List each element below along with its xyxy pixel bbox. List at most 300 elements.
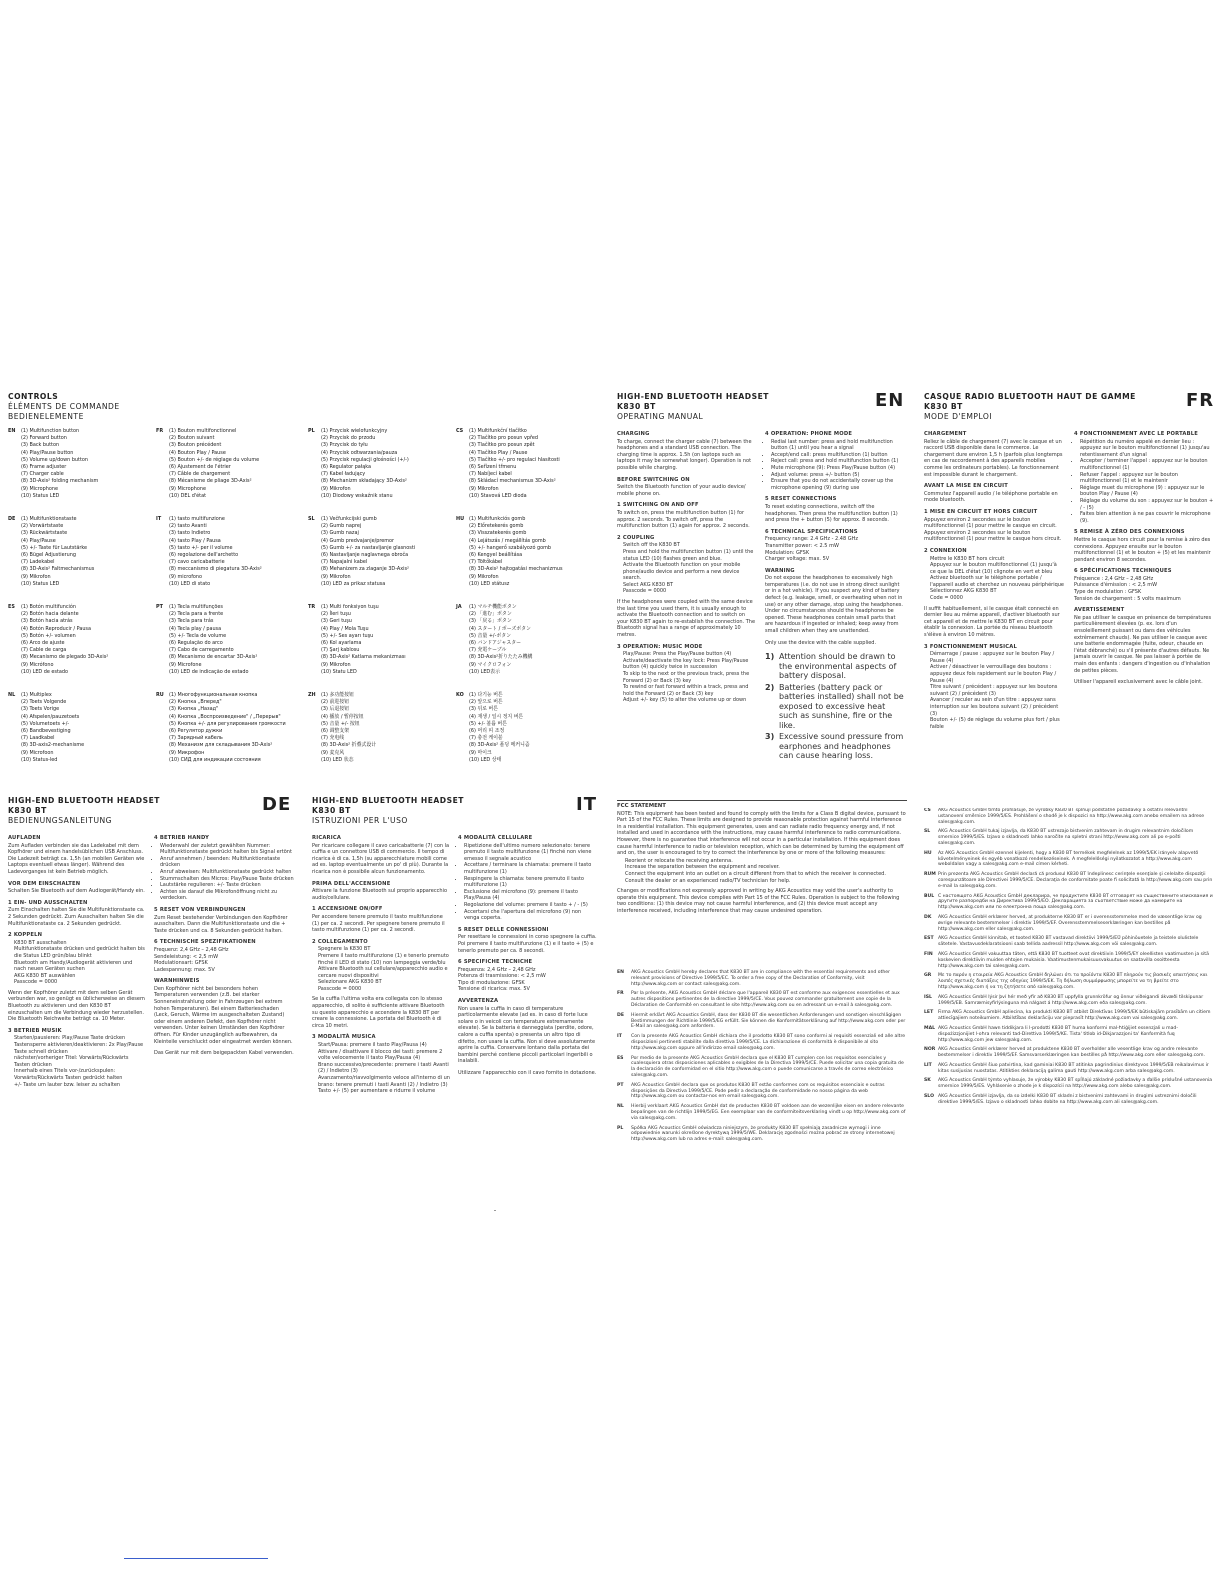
section-heading: CHARGEMENT bbox=[924, 431, 967, 437]
control-item: (9) Mikrofon bbox=[21, 573, 51, 580]
fcc-measure: • Consult the dealer or an experienced radio/TV technician for help. bbox=[625, 878, 907, 885]
declaration-dk bbox=[924, 915, 1214, 932]
control-item: (6) 调整支架 bbox=[321, 728, 350, 735]
list-item: • Wiederwahl der zuletzt gewählten Nummer: Multifunktionstaste gedrückt halten bis Signal ertönt bbox=[160, 843, 294, 856]
declaration-slo bbox=[924, 1094, 1214, 1106]
declaration-pt bbox=[617, 1083, 907, 1100]
control-item: (8) 3D-Axis² hajtogatási mechanizmus bbox=[469, 566, 563, 573]
control-item: (6) Ajustement de l'étrier bbox=[169, 464, 231, 471]
list-item: • Refuser l'appel : appuyez sur le bouton multifonctionnel (1) et le maintenir bbox=[1080, 472, 1214, 485]
control-item: (9) Microphone bbox=[21, 485, 58, 492]
control-item: (10) Stavová LED dioda bbox=[469, 492, 527, 499]
control-item: (3) tasto Indietro bbox=[169, 530, 211, 537]
section-heading: 6 SPECIFICHE TECNICHE bbox=[458, 959, 533, 966]
control-item: (1) 다기능 버튼 bbox=[469, 692, 503, 698]
control-item: (3) Botón hacia atrás bbox=[21, 618, 73, 625]
fr-column-2 bbox=[1074, 426, 1214, 686]
control-item: (4) スタート / ポーズボタン bbox=[469, 625, 531, 632]
control-item: (8) 3D-Axis²折りたたみ機構 bbox=[469, 654, 533, 661]
control-item: (5) tasto +/- per il volume bbox=[169, 544, 233, 551]
control-item: (5) Bouton +/- de réglage du volume bbox=[169, 456, 260, 463]
en-column-1 bbox=[617, 426, 757, 704]
control-item: (4) 播放 / 暂停按钮 bbox=[321, 713, 364, 720]
list-item: • Start/Pausa: premere il tasto Play/Pausa (4) bbox=[318, 1042, 450, 1049]
list-item: • To skip to the next or the previous track, press the Forward (2) or Back (3) key bbox=[623, 671, 757, 684]
control-items bbox=[469, 604, 602, 676]
declaration-text: AKG Acoustics GmbH tukaj izjavlja, da K830 BT ustrezajo bistvenim zahtevam in drugim relevantnim določilom smernice 1999/5/ES. Izjavo o skladnosti lahko naročite na spletni strani http://www.akg.com ali po e-pošti sales@akg.com. bbox=[938, 829, 1194, 846]
declaration-text: AKG Acoustics GmbH erklærer herved, at produkterne K830 BT er i overensstemmelse med de væsentlige krav og øvrige relevante bestemmelser i direktiv 1999/5/EF. Overensstemmelseserklæringen kan bestilles på http://www.akg.com eller sales@akg.com. bbox=[938, 914, 1202, 932]
control-item: (8) 3D-Axis² folding mechanism bbox=[21, 478, 99, 485]
control-items bbox=[321, 516, 454, 588]
fr-manual bbox=[924, 392, 1216, 790]
declaration-lang-code: FR bbox=[617, 991, 624, 997]
declaration-nor bbox=[924, 1047, 1214, 1059]
declaration-lang-code: PT bbox=[617, 1082, 624, 1088]
en-manual bbox=[617, 392, 907, 790]
list-item: • Appuyez sur le bouton multifonctionnel (1) jusqu'à ce que la DEL d'état (10) clignote en vert et bleu bbox=[930, 562, 1064, 575]
list-item: • Réglage muet du microphone (9) : appuyez sur le bouton Play / Pause (4) bbox=[1080, 485, 1214, 498]
control-items bbox=[21, 604, 154, 676]
control-item: (4) Play / Mola Tuşu bbox=[321, 625, 369, 632]
fcc-statement bbox=[617, 800, 907, 915]
section-heading: 6 SPÉCIFICATIONS TECHNIQUES bbox=[1074, 568, 1172, 575]
declaration-text: AKG Acoustics GmbH erklærer herved at produktene K830 BT overholder alle vesentlige krav og andre relevante bestemmelser i direktiv 1999/5/EF. Samsvarserklæringen kan bestilles på http://www.akg.com eller sales@akg.com. bbox=[938, 1047, 1205, 1059]
control-lang-code: PT bbox=[156, 604, 163, 610]
control-item: (10) LED de indicação de estado bbox=[169, 668, 249, 675]
fcc-and-declarations bbox=[617, 800, 909, 1220]
declaration-mal bbox=[924, 1026, 1214, 1043]
control-item: (7) 충전 케이블 bbox=[469, 735, 503, 742]
control-item: (4) Play/Pause bbox=[21, 537, 56, 544]
de-lang-code: DE bbox=[262, 796, 292, 815]
fcc-paragraph-2: Changes or modifications not expressly approved in writing by AKG Acoustics may void the user's authority to operate this equipment. This device complies with Part 15 of the FCC Rules. Operation is subject to the following two conditions: (1) this device may not cause harmful interference, and (2) this device must accept any interference received, including interference that may cause undesired operation. bbox=[617, 888, 900, 914]
section-list bbox=[8, 940, 146, 986]
control-item: (6) Kengyel beállítása bbox=[469, 552, 523, 559]
section-heading: 3 BETRIEB MUSIK bbox=[8, 1027, 62, 1034]
control-item: (6) Kol ayarlama bbox=[321, 640, 362, 647]
declaration-it bbox=[617, 1034, 907, 1051]
section-heading: 1 ACCENSIONE ON/OFF bbox=[312, 906, 383, 913]
control-lang-code: CS bbox=[456, 428, 464, 434]
section-heading: 3 OPERATION: MUSIC MODE bbox=[617, 643, 703, 650]
section-heading: AVERTISSEMENT bbox=[1074, 607, 1125, 614]
declaration-en bbox=[617, 970, 907, 987]
control-item: (10) LED di stato bbox=[169, 580, 211, 587]
list-item: • Tastensperre aktivieren/deaktivieren: 2x Play/Pause Taste schnell drücken bbox=[14, 1042, 146, 1055]
control-item: (1) Multi fonksiyon tuşu bbox=[321, 604, 379, 610]
control-item: (1) Tecla multifunções bbox=[169, 604, 223, 610]
declaration-lang-code: SL bbox=[924, 829, 931, 835]
section-text: Wenn der Kopfhörer zuletzt mit dem selben Gerät verbunden war, so genügt es üblicherweise an diesem Bluetooth zu aktivieren und den K830 BT einzuschalten um die Verbindung wieder herzustellen. Die Bluetooth Reichweite beträgt ca. 10 Meter. bbox=[8, 989, 145, 1023]
list-item: • Redial last number: press and hold multifunction button (1) until you hear a signal bbox=[771, 439, 905, 452]
control-items bbox=[321, 692, 454, 764]
section-text: Attivare la funzione Bluetooth sul proprio apparecchio audio/cellulare. bbox=[312, 888, 447, 901]
en-doc-type: OPERATING MANUAL bbox=[617, 412, 704, 421]
section-heading: 1 EIN- UND AUSSCHALTEN bbox=[8, 899, 88, 906]
fcc-title: FCC STATEMENT bbox=[617, 803, 666, 809]
control-item: (7) Nabíjecí kabel bbox=[469, 471, 512, 478]
declaration-text: AKG Acoustics GmbH hawn tiddikjara li l-prodotti K830 BT huma konformi mal-ħtiġijiet essenzjali u mad-dispożizzjonijiet l-oħra relevanti tad-Direttiva 1999/5/KE. Tista' titlob id-Dikjarazzjoni ta' Konformità fuq http://www.akg.com jew sales@akg.com. bbox=[938, 1025, 1179, 1043]
control-item: (5) Przycisk regulacji głośności (+/-) bbox=[321, 456, 409, 463]
control-item: (10) СИД для индикации состояния bbox=[169, 756, 261, 763]
control-lang-code: EN bbox=[8, 428, 16, 434]
declaration-lang-code: MAL bbox=[924, 1025, 936, 1031]
declaration-sl bbox=[924, 829, 1214, 846]
declaration-text: Con la presente AKG Acoustics GmbH dichiara che il prodotto K830 BT sono conformi ai requisiti essenziali ed alle altre disposizioni pertinenti stabilite dalla direttiva 1999/5/CE. La dichiarazione di conformità è disponibile al sito http://www.akg.com oppure all'indirizzo email sales@akg.com. bbox=[631, 1034, 906, 1051]
control-item: (1) Multiplex bbox=[21, 692, 52, 698]
control-lang-code: RU bbox=[156, 692, 164, 698]
control-item: (9) Microfone bbox=[169, 661, 202, 668]
control-item: (6) バンドアジャスター bbox=[469, 640, 522, 647]
control-item: (7) Cable de carga bbox=[21, 647, 67, 654]
declaration-fin bbox=[924, 952, 1214, 969]
list-item: • Press and hold the multifunction button (1) until the status LED (10) flashes green and blue. bbox=[623, 549, 757, 562]
fcc-paragraph-1: NOTE: This equipment has been tested and found to comply with the limits for a Class B digital device, pursuant to Part 15 of the FCC Rules. These limits are designed to provide reasonable protection against harmful interference in a residential installation. This equipment generates, uses and can radiate radio frequency energy and, if not installed and used in accordance with the instructions, may cause harmful interference to radio communications. However, there is no guarantee that interference will not occur in a particular installation. If this equipment does cause harmful interference to radio or television reception, which can be determined by turning the equipment off and on, the user is encouraged to try to correct the interference by one or more of the following measures: bbox=[617, 810, 906, 857]
en-column-2 bbox=[765, 426, 905, 763]
control-item: (1) Przycisk wielofunkcyjny bbox=[321, 428, 388, 434]
control-item: (1) Botón multifunción bbox=[21, 604, 76, 610]
declaration-lang-code: NOR bbox=[924, 1047, 936, 1053]
list-item: • K830 BT ausschalten bbox=[14, 940, 146, 947]
warning-text: Batteries (battery pack or batteries installed) shall not be exposed to excessive heat such as sunshine, fire or the like. bbox=[779, 682, 904, 730]
section-text: Den Kopfhörer nicht bei besonders hohen Temperaturen verwenden (z.B. bei starker Sonneneinstrahlung oder in Fahrzeugen bei extrem hohen Temperaturen). Bei einem Batterieschaden (Leck, Geruch, Wärme im ausgeschalteten Zustand) oder einem anderen Defekt, den Kopfhörer nicht verwenden. Unter keinen Umständen den Kopfhörer öffnen. Für Kinder unzugänglich aufbewahren, da Kleinteile verschluckt oder eingeatmet werden können. bbox=[154, 985, 293, 1045]
warning-number: 1) bbox=[765, 652, 775, 662]
control-item: (3) 뒤로 버튼 bbox=[469, 706, 498, 713]
declaration-lang-code: PL bbox=[617, 1125, 624, 1131]
control-item: (1) tasto multifunzione bbox=[169, 516, 225, 522]
control-items bbox=[169, 692, 302, 764]
control-item: (2) tasto Avanti bbox=[169, 523, 207, 530]
section-text: Schalten Sie Bluetooth auf dem Audiogerät/Handy ein. bbox=[8, 888, 145, 895]
control-lang-code: HU bbox=[456, 516, 465, 522]
control-group-es bbox=[8, 604, 154, 676]
fcc-measure: • Connect the equipment into an outlet on a circuit different from that to which the receiver is connected. bbox=[625, 871, 907, 878]
declaration-lang-code: DE bbox=[617, 1012, 624, 1018]
control-item: (10) DEL d'état bbox=[169, 492, 207, 499]
declaration-es bbox=[617, 1056, 907, 1079]
en-warnings bbox=[765, 652, 905, 761]
list-item: • Brano successivo/precedente: premere i tasti Avanti (2) / Indietro (3) bbox=[318, 1062, 450, 1075]
section-heading: 5 RESET VON VERBINDUNGEN bbox=[154, 906, 246, 913]
section-heading: 4 FONCTIONNEMENT AVEC LE PORTABLE bbox=[1074, 431, 1199, 437]
list-item: • Tasto +/- (5) per aumentare e ridurre il volume bbox=[318, 1088, 450, 1095]
control-item: (5) Tlačítko +/- pro regulaci hlasitosti bbox=[469, 456, 560, 463]
declarations-right-panel bbox=[924, 808, 1216, 1216]
control-item: (1) 多功能按钮 bbox=[321, 692, 354, 698]
list-item: • Spegnere la K830 BT bbox=[318, 946, 450, 953]
it-model: K830 BT bbox=[312, 806, 351, 815]
control-item: (8) 3D-Axis² 折叠式设计 bbox=[321, 742, 377, 749]
declaration-sk bbox=[924, 1078, 1214, 1090]
control-item: (8) 3D-Axis² 폴딩 메커니즘 bbox=[469, 742, 530, 749]
en-title: HIGH-END BLUETOOTH HEADSET bbox=[617, 392, 769, 401]
list-item: • Attivare Bluetooth sul cellulare/apparecchio audio e cercare nuovi dispositivi bbox=[318, 966, 450, 979]
list-item: • Activez bluetooth sur le téléphone portable / l'appareil audio et cherchez un nouveau périphérique bbox=[930, 575, 1064, 588]
list-item: • Premere il tasto multifunzione (1) e tenerlo premuto finché il LED di stato (10) non lampeggia verde/blu bbox=[318, 953, 450, 966]
control-item: (3) Gumb nazaj bbox=[321, 530, 359, 537]
control-item: (8) meccanismo di piegatura 3D-Axis² bbox=[169, 566, 262, 573]
control-items bbox=[321, 428, 454, 500]
list-item: • Avancer / reculer au sein d'un titre : appuyez sans interruption sur les boutons suivant (2) / précédent (3) bbox=[930, 697, 1064, 717]
control-item: (7) cavo caricabatterie bbox=[169, 559, 225, 566]
list-item: • Bouton +/- (5) de réglage du volume plus fort / plus faible bbox=[930, 717, 1064, 730]
section-text: Utiliser l'appareil exclusivement avec le câble joint. bbox=[1074, 679, 1203, 686]
control-item: (3) Rückwärtstaste bbox=[21, 530, 68, 537]
control-item: (5) Volume up/down button bbox=[21, 456, 88, 463]
control-item: (7) Cabo de carregamento bbox=[169, 647, 234, 654]
declaration-cs bbox=[924, 808, 1214, 825]
control-item: (7) Laadkabel bbox=[21, 735, 55, 742]
declaration-lang-code: CS bbox=[924, 808, 931, 813]
control-items bbox=[169, 604, 302, 676]
section-text: Frequency range: 2.4 GHz - 2.48 GHz Transmitter power: < 2.5 mW Modulation: GFSK Charger voltage: max. 5V bbox=[765, 536, 858, 563]
section-heading: PRIMA DELL'ACCENSIONE bbox=[312, 880, 391, 887]
list-item: • Code = 0000 bbox=[930, 595, 1064, 602]
section-heading: 4 MODALITÀ CELLULARE bbox=[458, 835, 533, 841]
section-text: To charge, connect the charger cable (7) between the headphones and a standard USB connection. The charging time is approx. 1.5h (on laptops such as laptops it may be somewhat longer). Operation is not possible while charging. bbox=[617, 438, 752, 471]
control-items bbox=[469, 428, 602, 500]
control-item: (10) LED de estado bbox=[21, 668, 68, 675]
section-text: To reset existing connections, switch off the headphones. Then press the multifunction button (1) and press the + button (5) for approx. 8 seconds. bbox=[765, 503, 898, 524]
list-item: • Passcode = 0000 bbox=[14, 979, 146, 986]
control-item: (5) +/- Ses ayarı tuşu bbox=[321, 632, 374, 639]
warning-text: Attention should be drawn to the environmental aspects of battery disposal. bbox=[779, 652, 897, 681]
declaration-text: Spółka AKG Acoustics GmbH oświadcza niniejszym, że produkty K830 BT spełniają zasadnicze wymogi i inne odpowiednie warunki określone dyrektywą 1999/5/WE. Deklarację zgodności można pobrać ze strony internetowej http://www.akg.com lub na adres e-mail: sales@akg.com. bbox=[631, 1125, 895, 1143]
list-item: • Accettare / terminare la chiamata: premere il tasto multifunzione (1) bbox=[464, 862, 598, 875]
control-item: (9) Mikrofon bbox=[469, 573, 499, 580]
control-item: (9) Микрофон bbox=[169, 749, 205, 756]
section-list bbox=[458, 843, 598, 922]
control-item: (9) Mikrofon bbox=[321, 485, 351, 492]
control-item: (7) Töltőkábel bbox=[469, 559, 503, 566]
control-item: (6) Регулятор дужки bbox=[169, 728, 223, 735]
control-item: (8) Mecanismo de encartar 3D-Axis² bbox=[169, 654, 258, 661]
control-item: (10) Diodowy wskaźnik stanu bbox=[321, 492, 393, 499]
section-text: Per ricaricare collegare il cavo caricabatterie (7) con la cuffia e un connettore USB di commercio. Il tempo di ricarica è di ca. 1,5h (su apparecchiature mobili come ad es. laptop eventualmente un po' di più). Durante la ricarica non è possibile alcun funzionamento. bbox=[312, 842, 450, 875]
declaration-rum bbox=[924, 872, 1214, 889]
warning-item bbox=[765, 652, 905, 681]
declaration-nl bbox=[617, 1104, 907, 1121]
section-heading: 5 REMISE À ZÉRO DES CONNEXIONS bbox=[1074, 529, 1185, 536]
declaration-text: AKG Acoustics GmbH hereby declares that K830 BT are in compliance with the essential requirements and other relevant provisions of Directive 1999/5/EC. To order a free copy of the Declaration of Conformity, visit http://www.akg.com or contact sales@akg.com. bbox=[631, 970, 890, 987]
list-item: • Lautstärke regulieren: +/- Taste drücken bbox=[160, 882, 294, 889]
control-item: (3) Tecla para trás bbox=[169, 618, 214, 625]
control-item: (4) Кнопка „Воспроизведение" / „Перерыв" bbox=[169, 713, 281, 720]
control-item: (4) Tlačítko Play / Pause bbox=[469, 449, 528, 456]
warning-text: Excessive sound pressure from earphones and headphones can cause hearing loss. bbox=[779, 732, 904, 761]
declaration-text: Por medio de la presente AKG Acoustics GmbH declara que el K830 BT cumplen con los requisitos esenciales y cualesquiera otras disposiciones aplicables o exigibles de la Directiva 1999/5/CE. Puede solicitar una copia gratuita de la declaración de conformidad en el sitio http://www.akg.com o puede comunicarse a través de correo electrónico sales@akg.com. bbox=[631, 1055, 904, 1078]
declaration-lang-code: FIN bbox=[924, 951, 933, 957]
declaration-text: AKG Acoustics GmbH declara que os produtos K830 BT estão conformes com os requisitos essenciais e outras disposições da Directiva 1999/5/CE. Pode pedir a declaração de conformidade no nosso página da web http://www.akg.com ou contactar-nos em email sales@akg.com. bbox=[631, 1082, 885, 1100]
list-item: • Innerhalb eines Titels vor-/zurückspulen: Vorwärts/Rückwärts Tasten gedrückt halten bbox=[14, 1068, 146, 1081]
list-item: • Adjust +/- key (5) to alter the volume up or down bbox=[623, 697, 757, 704]
control-item: (7) Câble de chargement bbox=[169, 471, 231, 478]
control-item: (5) +/- 볼륨 버튼 bbox=[469, 720, 507, 727]
section-text: Switch the Bluetooth function of your audio device/ mobile phone on. bbox=[617, 484, 746, 497]
control-lang-code: ZH bbox=[308, 692, 316, 698]
control-item: (6) Seřízení třmenu bbox=[469, 464, 517, 471]
control-item: (1) Multifunkční tlačítko bbox=[469, 428, 527, 434]
control-group-zh bbox=[308, 692, 454, 764]
list-item: • Play/Pause: Press the Play/Pause button (4) bbox=[623, 651, 757, 658]
control-item: (2) 前进按钮 bbox=[321, 699, 350, 706]
control-item: (10) LED 상태 bbox=[469, 756, 502, 763]
fcc-measure: • Increase the separation between the equipment and receiver. bbox=[625, 864, 907, 871]
de-column-1 bbox=[8, 830, 146, 1088]
control-item: (3) 「戻る」ボタン bbox=[469, 618, 512, 625]
list-item: • Activate the Bluetooth function on your mobile phone/audio device and perform a new device search. bbox=[623, 562, 757, 582]
declaration-lang-code: DK bbox=[924, 914, 932, 920]
control-item: (2) Tlačítko pro posun vpřed bbox=[469, 435, 538, 442]
declaration-lang-code: GR bbox=[924, 973, 932, 979]
section-heading: AVVERTENZA bbox=[458, 998, 499, 1005]
list-item: • Bluetooth am Handy/Audiogerät aktivieren und nach neuen Geräten suchen bbox=[14, 960, 146, 973]
control-item: (8) Mechanizm składający 3D-Axis² bbox=[321, 478, 407, 485]
control-item: (9) 마이크 bbox=[469, 749, 492, 756]
declarations-left bbox=[617, 970, 907, 1147]
control-items bbox=[21, 428, 154, 500]
list-item: • Attivare / disattivare il blocco dei tasti: premere 2 volte velocemente il tasto Play/Pausa (4) bbox=[318, 1049, 450, 1062]
control-item: (4) Play/Pause button bbox=[21, 449, 74, 456]
fcc-measures bbox=[617, 858, 907, 884]
de-manual bbox=[8, 796, 296, 1216]
declaration-bul bbox=[924, 894, 1214, 911]
section-heading: 3 FONCTIONNEMENT MUSICAL bbox=[924, 643, 1017, 650]
control-item: (6) Regulação do arco bbox=[169, 640, 223, 647]
declaration-est bbox=[924, 936, 1214, 948]
control-group-de bbox=[8, 516, 154, 588]
section-text: Frequenz: 2,4 GHz – 2,48 GHz Sendeleistung: < 2,5 mW Modulationsart: GFSK Ladespannung: max. 5V bbox=[154, 946, 229, 973]
it-title: HIGH-END BLUETOOTH HEADSET bbox=[312, 796, 464, 805]
declaration-text: Par la présente, AKG Acoustics GmbH déclare que l'appareil K830 BT est conforme aux exigences essentielles et aux autres dispositions pertinentes de la directive 1999/5/CE. Vous pouvez commander gratuitement une copie de la Déclaration de Conformité en consultant le site http://www.akg.com ou en adressant un e-mail à sales@akg.com. bbox=[631, 991, 900, 1008]
control-lang-code: DE bbox=[8, 516, 16, 522]
control-item: (10) Status LED bbox=[21, 492, 60, 499]
declaration-text: Hierbij verklaart AKG Acoustics GmbH dat de producten K830 BT voldoen aan de wezenlijke eisen en andere relevante bepalingen van de richtlijn 1999/5/EG. Een exemplaar van de conformiteitsverklaring vindt u op http://www.akg.com of via sales@akg.com. bbox=[631, 1104, 906, 1121]
list-item: • Anruf abweisen: Multifunktionstaste gedrückt halten bbox=[160, 869, 294, 876]
control-item: (10) LED表示 bbox=[469, 668, 500, 675]
declaration-text: С настоящото AKG Acoustics GmbH декларира, че продуктите K830 BT отговарят на съществените изисквания и другите разпоредби на Директива 1999/5/ЕО. Декларацията за съответствие може да намерите на http://www.akg.com или по електронна поща sales@akg.com. bbox=[938, 893, 1213, 911]
section-heading: 2 COUPLING bbox=[617, 534, 655, 541]
control-group-nl bbox=[8, 692, 154, 764]
controls-title: CONTROLS bbox=[8, 392, 59, 401]
declaration-text: AKG Acoustics GmbH týmto vyhlasuje, že výrobky K830 BT spĺňajú základné požiadavky a ďalšie príslušné ustanovenia smernice 1999/5/ES. Vyhlásenie o zhode je k dispozícii na http://www.akg.com alebo sales@akg.com. bbox=[938, 1078, 1213, 1090]
control-item: (2) Forward button bbox=[21, 435, 67, 442]
list-item: • Passcode = 0000 bbox=[623, 588, 757, 595]
control-item: (10) Status-led bbox=[21, 756, 58, 763]
control-item: (9) 麦克风 bbox=[321, 749, 345, 756]
control-item: (10) LED za prikaz statusa bbox=[321, 580, 386, 587]
declaration-lang-code: SLO bbox=[924, 1094, 934, 1100]
section-list bbox=[312, 1042, 450, 1095]
control-item: (9) Microphone bbox=[169, 485, 206, 492]
section-list bbox=[1074, 439, 1214, 525]
control-group-cs bbox=[456, 428, 602, 500]
list-item: • Achten sie darauf die Mikrofonöffnung nicht zu verdecken. bbox=[160, 889, 294, 902]
list-item: • Accept/end call: press multifunction (1) button bbox=[771, 452, 905, 459]
section-text: Only use the device with the cable supplied. bbox=[765, 639, 877, 646]
control-item: (7) Napajalni kabel bbox=[321, 559, 368, 566]
section-text: Per resettare le connessioni in corso spegnere la cuffia. Poi premere il tasto multifunzione (1) e il tasto + (5) e tenerlo premuto per ca. 8 secondi. bbox=[458, 934, 597, 954]
list-item: • Esclusione del microfono (9): premere il tasto Play/Pausa (4) bbox=[464, 889, 598, 902]
declaration-pl bbox=[617, 1126, 907, 1143]
it-column-1 bbox=[312, 830, 450, 1095]
declaration-lang-code: ISL bbox=[924, 994, 932, 1000]
control-item: (8) Skládací mechanismus 3D-Axis² bbox=[469, 478, 556, 485]
section-text: Reliez le câble de chargement (7) avec le casque et un raccord USB disponible dans le commerce. Le chargement dure environ 1,5 h (parfois plus longtemps en cas de raccordement à des appareils mobiles comme les ordinateurs portables). Le fonctionnement est impossible durant le chargement. bbox=[924, 438, 1063, 478]
list-item: • Passcode = 0000 bbox=[318, 986, 450, 993]
section-text: Per accendere tenere premuto il tasto multifunzione (1) per ca. 2 secondi. Per spegnere tenere premuto il tasto multifunzione (1) per ca. 2 secondi. bbox=[312, 913, 445, 934]
declaration-de bbox=[617, 1013, 907, 1030]
control-group-ru bbox=[156, 692, 302, 764]
control-item: (5) +/- hangerő szabályozó gomb bbox=[469, 544, 551, 551]
section-list bbox=[765, 439, 905, 492]
control-item: (8) Mécanisme de pliage 3D-Axis² bbox=[169, 478, 252, 485]
section-heading: VOR DEM EINSCHALTEN bbox=[8, 880, 81, 887]
section-heading: 6 TECHNISCHE SPEZIFIKATIONEN bbox=[154, 939, 256, 946]
list-item: • Activer / désactiver le verrouillage des boutons : appuyez deux fois rapidement sur le bouton Play / Pause (4) bbox=[930, 664, 1064, 684]
section-heading: 4 OPERATION: PHONE MODE bbox=[765, 431, 853, 437]
control-group-en bbox=[8, 428, 154, 500]
it-lang-code: IT bbox=[576, 796, 597, 815]
control-item: (6) 머리 띠 조정 bbox=[469, 728, 505, 735]
controls-subtitle-fr: ÉLÉMENTS DE COMMANDE bbox=[8, 402, 120, 411]
section-text: Commutez l'appareil audio / le téléphone portable en mode bluetooth. bbox=[924, 490, 1058, 504]
control-item: (5) 音量 +/-ボタン bbox=[469, 632, 512, 639]
fr-title: CASQUE RADIO BLUETOOTH HAUT DE GAMME bbox=[924, 392, 1136, 401]
declaration-text: AKG Acoustics GmbH kinnitab, et tooted K830 BT vastavad direktiivi 1999/5/EÜ põhinõuetele ja teistele olulistele sätetele. Vastavusdeklaratsiooni saab tellida aadressil http://www.akg.com või sales@akg.com. bbox=[938, 936, 1199, 948]
declaration-text: Prin prezenta AKG Acoustics GmbH declară că produsul K830 BT îndeplinesc cerinţele esenţiale şi celelalte dispoziţii corespunzătoare ale Directivei 1999/5/CE. Declaraţia de conformitate poate fi solicitată la http://www.akg.com sau prin e-mail la sales@akg.com. bbox=[938, 872, 1213, 889]
en-lang-code: EN bbox=[875, 392, 905, 411]
control-item: (2) Toets Volgende bbox=[21, 699, 67, 706]
declaration-lang-code: EN bbox=[617, 970, 624, 975]
control-item: (5) +/- Tecla de volume bbox=[169, 632, 227, 639]
section-heading: 4 BETRIEB HANDY bbox=[154, 835, 210, 841]
control-item: (3) Bouton précédent bbox=[169, 442, 222, 449]
declarations-right bbox=[924, 808, 1214, 1110]
list-item: • Respingere la chiamata: tenere premuto il tasto multifunzione (1) bbox=[464, 876, 598, 889]
fr-doc-type: MODE D'EMPLOI bbox=[924, 412, 993, 421]
section-text: If the headphones were coupled with the same device the last time you used them, it is usually enough to activate the Bluetooth connection and to switch on your K830 BT again to re-establish the connection. The Bluetooth signal has a range of approximately 10 metres. bbox=[617, 599, 756, 639]
section-list bbox=[312, 946, 450, 992]
list-item: • +/- Taste um lauter bzw. leiser zu schalten bbox=[14, 1082, 146, 1089]
control-item: (2) Előretekerés gomb bbox=[469, 523, 524, 530]
section-text: Appuyez environ 2 secondes sur le bouton multifonctionnel (1) pour mettre le casque en circuit. Appuyez environ 2 secondes sur le bouton multifonctionnel (1) pour mettre le casque hors circuit. bbox=[924, 516, 1062, 543]
list-item: • Faites bien attention à ne pas couvrir le microphone (9). bbox=[1080, 511, 1214, 524]
declaration-lang-code: NL bbox=[617, 1104, 624, 1110]
controls-columns bbox=[8, 428, 604, 788]
control-items bbox=[169, 428, 302, 500]
list-item: • Reject call: press and hold multifunction button (1) bbox=[771, 458, 905, 465]
control-items bbox=[469, 692, 602, 764]
control-group-fr bbox=[156, 428, 302, 500]
section-heading: WARNHINWEIS bbox=[154, 978, 200, 985]
section-text: Mettre le casque hors circuit pour la remise à zéro des connexions. Appuyez ensuite sur le bouton multifonctionnel (1) et le bouton + (5) et les maintenir pendant environ 8 secondes. bbox=[1074, 536, 1211, 563]
control-item: (2) Vorwärtstaste bbox=[21, 523, 64, 530]
it-column-2 bbox=[458, 830, 598, 1077]
declaration-text: AKG Acoustics GmbH izjavlja, da so izdelki K830 BT skladni z bistvenimi zahtevami in drugimi ustreznimi določili direktive 1999/5/ES. Izjavo o skladnosti lahko dobite na http://www.akg.com ali sales@akg.com. bbox=[938, 1094, 1197, 1105]
section-list bbox=[617, 542, 757, 595]
control-item: (5) Volumetoets +/- bbox=[21, 720, 70, 727]
section-text: Il suffit habituellement, si le casque était connecté en dernier lieu au même appareil, d'activer bluetooth sur cet appareil et de mettre le K830 BT en circuit pour établir la connexion. La portée du réseau bluetooth s'élève à environ 10 mètres. bbox=[924, 605, 1060, 639]
declaration-fr bbox=[617, 991, 907, 1008]
list-item: • Switch off the K830 BT bbox=[623, 542, 757, 549]
control-item: (2) 「進む」ボタン bbox=[469, 611, 512, 618]
control-item: (4) 재생 / 일시 정지 버튼 bbox=[469, 713, 524, 720]
list-item: • Selezionare AKG K830 BT bbox=[318, 979, 450, 986]
declaration-text: Az AKG Acoustics GmbH ezennel kijelenti, hogy a K830 BT termékek megfelelnek az 1999/5/EK irányelv alapvető követelményeinek és egyéb vonatkozó rendelkezéseinek. A megfelelőségi nyilatkozatot a http://www.akg.com weboldalon vagy a sales@akg.com e-mail címen kérheti. bbox=[938, 850, 1199, 868]
list-item: • Ripetizione dell'ultimo numero selezionato: tenere premuto il tasto multifunzione (1) finché non viene emesso il segnale acustico bbox=[464, 843, 598, 863]
warning-number: 3) bbox=[765, 732, 775, 742]
